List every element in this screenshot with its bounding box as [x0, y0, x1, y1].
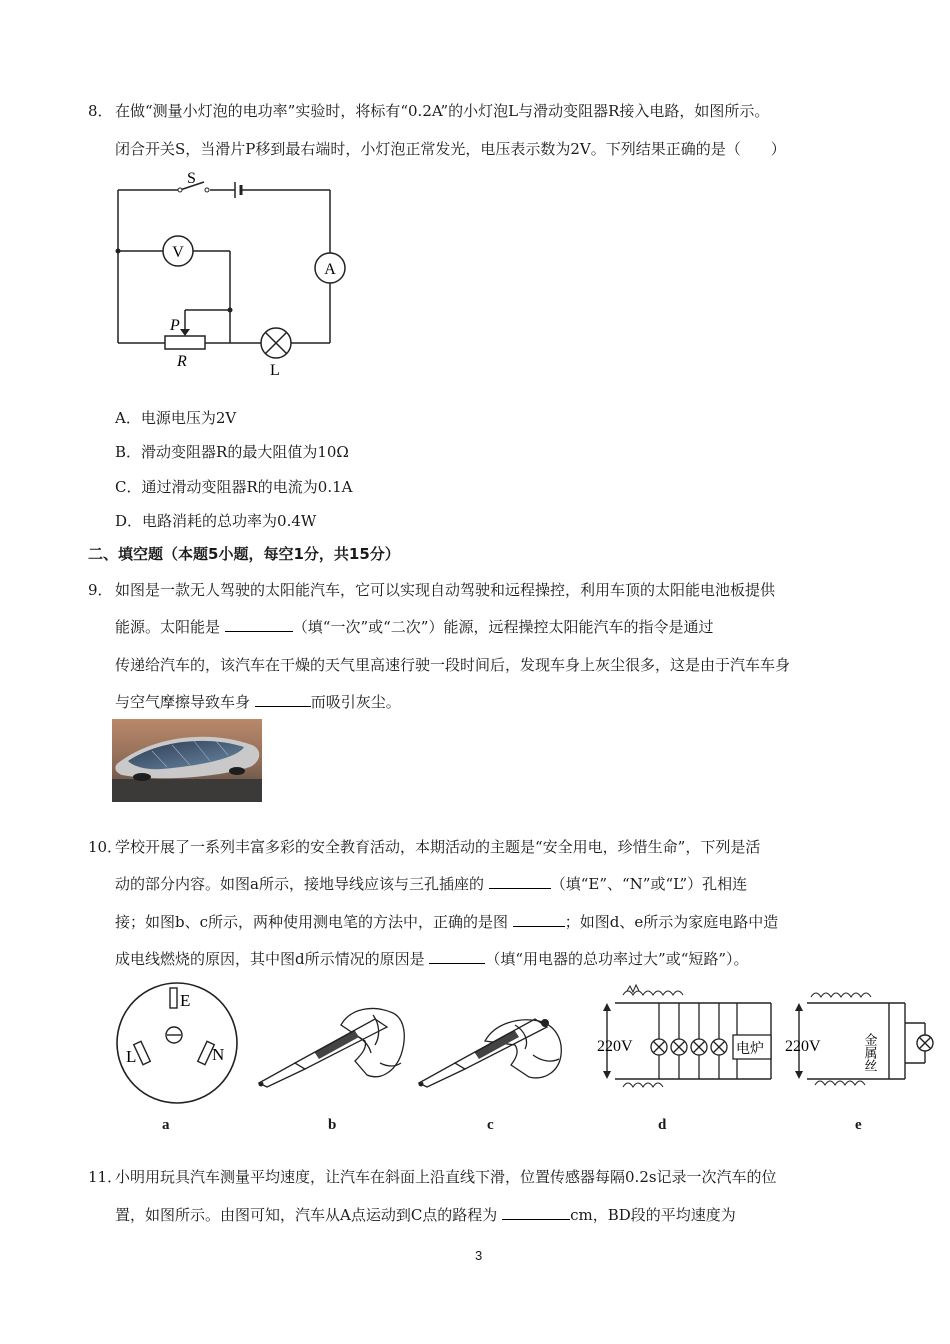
q9-stem-line1: 如图是一款无人驾驶的太阳能汽车，它可以实现自动驾驶和远程操控，利用车顶的太阳能电池板提供 [115, 581, 776, 599]
q8-option-b: B．滑动变阻器R的最大阻值为10Ω [115, 443, 349, 461]
short-circuit-diagram [785, 983, 940, 1093]
figure-caption-b: b [328, 1117, 337, 1133]
slider-label: P [170, 317, 180, 334]
voltage-label-d: 220V [597, 1038, 633, 1055]
q10-stem-line4: 成电线燃烧的原因，其中图d所示情况的原因是 （填“用电器的总功率过大”或“短路”）。 [115, 950, 749, 968]
figure-caption-e: e [855, 1117, 862, 1133]
q9-number: 9． [88, 581, 113, 599]
q8-stem-line1: 在做“测量小灯泡的电功率”实验时，将标有“0.2A”的小灯泡L与滑动变阻器R接入电路，如图所示。 [115, 102, 770, 120]
socket-diagram [112, 978, 242, 1108]
overload-circuit-diagram [595, 983, 780, 1093]
q8-circuit-diagram [100, 160, 360, 385]
q10-number: 10． [88, 838, 123, 856]
metal-wire-label: 金属丝 [862, 1033, 878, 1072]
q10-blank-2[interactable] [513, 911, 565, 927]
q10-blank-3[interactable] [429, 948, 485, 964]
q11-blank-1[interactable] [502, 1204, 570, 1220]
q8-stem-line2: 闭合开关S，当滑片P移到最右端时，小灯泡正常发光，电压表示数为2V。下列结果正确的是（ ） [115, 140, 786, 158]
q9-stem-line2: 能源。太阳能是 （填“一次”或“二次”）能源，远程操控太阳能汽车的指令是通过 [115, 618, 714, 636]
test-pen-b-diagram [255, 1005, 410, 1090]
page-number: 3 [475, 1248, 483, 1263]
socket-hole-e [170, 988, 177, 1008]
voltage-label-e: 220V [785, 1038, 821, 1055]
q10-stem-line2: 动的部分内容。如图a所示，接地导线应该与三孔插座的 （填“E”、“N”或“L”）孔相连 [115, 875, 748, 893]
rheostat-label: R [177, 353, 187, 370]
switch-label: S [187, 170, 196, 187]
figure-caption-a: a [162, 1117, 170, 1133]
q11-number: 11． [88, 1168, 123, 1186]
section-heading: 二、填空题（本题5小题，每空1分，共15分） [88, 545, 400, 563]
test-pen-c-diagram [415, 1005, 570, 1090]
socket-label-l: L [126, 1047, 137, 1066]
lamp-group [651, 1003, 771, 1079]
q10-stem-line3: 接；如图b、c所示，两种使用测电笔的方法中，正确的是图 ；如图d、e所示为家庭电路中造 [115, 913, 779, 931]
stove-label: 电炉 [736, 1042, 764, 1057]
socket-label-e: E [180, 991, 191, 1010]
figure-caption-d: d [658, 1117, 667, 1133]
figure-caption-c: c [487, 1117, 494, 1133]
q9-blank-2[interactable] [255, 691, 311, 707]
q8-option-d: D．电路消耗的总功率为0.4W [115, 512, 317, 530]
q8-number: 8． [88, 102, 113, 120]
q9-stem-line3: 传递给汽车的，该汽车在干燥的天气里高速行驶一段时间后，发现车身上灰尘很多，这是由于汽车车身 [115, 656, 791, 674]
socket-label-n: N [212, 1045, 225, 1064]
q8-option-c: C．通过滑动变阻器R的电流为0.1A [115, 478, 353, 496]
ammeter-label: A [324, 261, 336, 278]
q9-blank-1[interactable] [225, 616, 293, 632]
q11-stem-line1: 小明用玩具汽车测量平均速度，让汽车在斜面上沿直线下滑，位置传感器每隔0.2s记录一次汽车的位 [115, 1168, 777, 1186]
rheostat-icon [165, 336, 205, 349]
q8-option-a: A．电源电压为2V [115, 409, 237, 427]
q10-stem-line1: 学校开展了一系列丰富多彩的安全教育活动，本期活动的主题是“安全用电，珍惜生命”，下列是活 [115, 838, 761, 856]
slider-arrow-icon [180, 329, 190, 336]
q10-blank-1[interactable] [489, 873, 551, 889]
q9-stem-line4: 与空气摩擦导致车身 而吸引灰尘。 [115, 693, 401, 711]
lamp-label: L [270, 362, 280, 379]
solar-car-photo [112, 719, 262, 802]
voltmeter-label: V [172, 244, 184, 261]
q11-stem-line2: 置，如图所示。由图可知，汽车从A点运动到C点的路程为 cm，BD段的平均速度为 [115, 1206, 736, 1224]
